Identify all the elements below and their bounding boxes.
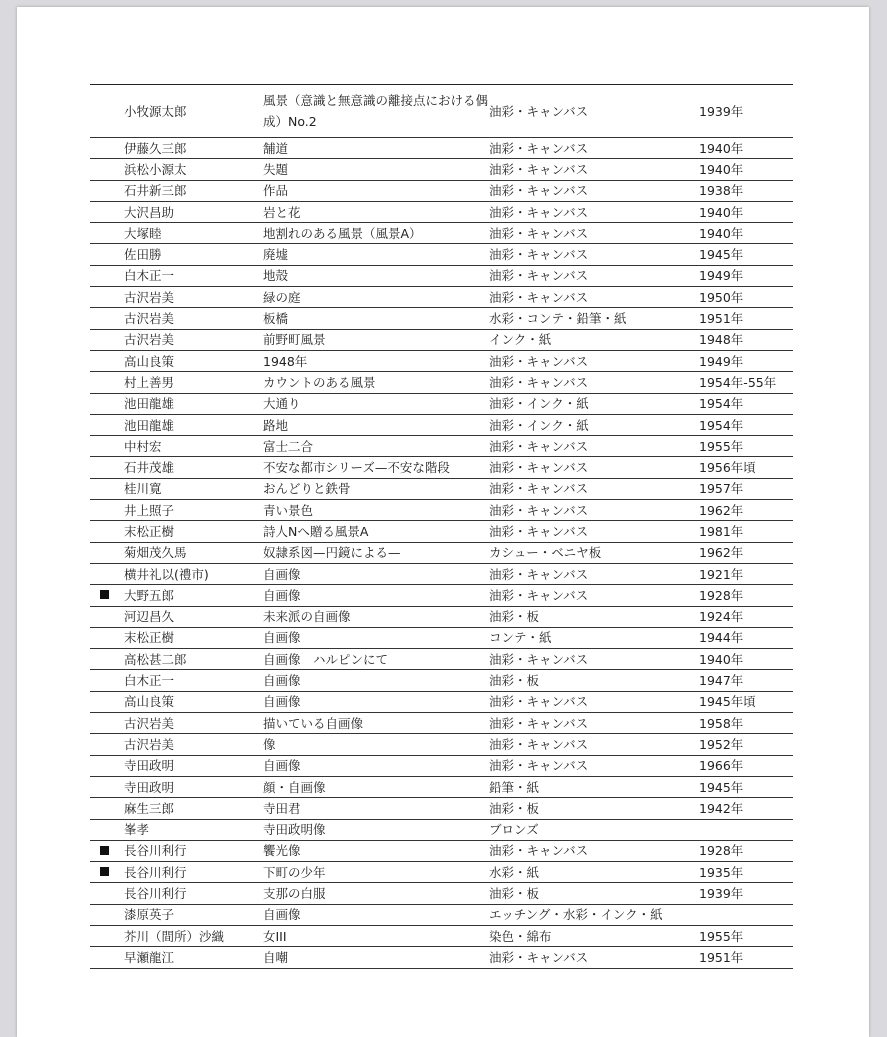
work-medium: 油彩・キャンバス: [489, 843, 589, 859]
artist-name: 池田龍雄: [124, 396, 175, 412]
artist-name: 寺田政明: [124, 779, 175, 795]
work-title: カウントのある風景: [263, 374, 376, 390]
table-row: [90, 85, 793, 138]
artist-name: 池田龍雄: [124, 417, 175, 433]
work-title: 緑の庭: [263, 289, 301, 305]
artist-name: 漆原英子: [124, 907, 175, 923]
table-row: [90, 159, 793, 180]
work-title: 不安な都市シリーズ—不安な階段: [263, 460, 450, 476]
table-row: [90, 500, 793, 521]
work-year: 1935年: [699, 864, 744, 880]
work-year: 1948年: [699, 332, 744, 348]
work-year: 1962年: [699, 545, 744, 561]
work-year: 1945年: [699, 247, 744, 263]
table-row: [90, 713, 793, 734]
artist-name: 村上善男: [124, 374, 175, 390]
artist-name: 石井新三郎: [124, 183, 187, 199]
work-year: 1954年-55年: [699, 374, 777, 390]
work-medium: 油彩・キャンバス: [489, 374, 589, 390]
artist-name: 末松正樹: [124, 630, 175, 646]
work-year: 1945年頃: [699, 694, 756, 710]
table-row: [90, 330, 793, 351]
artist-name: 桂川寛: [124, 481, 162, 497]
artist-name: 菊畑茂久馬: [124, 545, 187, 561]
artist-name: 河辺昌久: [124, 609, 175, 625]
work-medium: 油彩・キャンバス: [489, 353, 589, 369]
work-medium: 油彩・キャンバス: [489, 524, 589, 539]
work-title: 自画像 ハルピンにて: [263, 651, 389, 667]
artist-name: 峯孝: [124, 822, 150, 838]
table-row: [90, 394, 793, 415]
work-year: 1939年: [699, 103, 744, 119]
work-medium: 油彩・キャンバス: [489, 103, 589, 119]
work-medium: 油彩・キャンバス: [489, 247, 589, 263]
black-square-marker-icon: [100, 867, 109, 876]
work-title: 奴隷系図—円鏡による—: [263, 545, 401, 561]
work-medium: 油彩・キャンバス: [489, 694, 589, 710]
work-medium: エッチング・水彩・インク・紙: [489, 907, 663, 923]
artist-name: 長谷川利行: [124, 843, 187, 859]
work-year: [699, 905, 793, 925]
table-row: [90, 266, 793, 287]
artist-name: 芥川（間所）沙織: [124, 928, 225, 944]
work-medium: ブロンズ: [489, 822, 539, 838]
artist-name: 伊藤久三郎: [124, 140, 187, 156]
work-medium: カシュー・ベニヤ板: [489, 545, 602, 561]
work-title: 未来派の自画像: [263, 609, 351, 625]
artist-name: 古沢岩美: [124, 715, 175, 731]
table-row: [90, 181, 793, 202]
work-medium: 染色・綿布: [489, 928, 552, 944]
table-row: [90, 585, 793, 606]
work-title: 自画像: [263, 907, 301, 923]
work-medium: 油彩・キャンバス: [489, 736, 589, 752]
artist-name: 古沢岩美: [124, 332, 175, 348]
table-row: [90, 351, 793, 372]
work-year: 1954年: [699, 396, 744, 412]
work-medium: 油彩・インク・紙: [489, 396, 589, 412]
artist-name: 高松甚二郎: [124, 651, 187, 667]
work-title: 自画像: [263, 566, 301, 582]
work-medium: 油彩・キャンバス: [489, 949, 589, 965]
table-row: [90, 564, 793, 585]
work-year: 1950年: [699, 289, 744, 305]
table-row: [90, 457, 793, 478]
artist-name: 古沢岩美: [124, 736, 175, 752]
work-title: 自画像: [263, 587, 301, 603]
table-row: [90, 479, 793, 500]
work-year: 1951年: [699, 949, 744, 965]
table-row: [90, 543, 793, 564]
artist-name: 小牧源太郎: [124, 103, 187, 119]
artist-name: 古沢岩美: [124, 311, 175, 327]
work-title: 自画像: [263, 758, 301, 774]
work-year: 1942年: [699, 800, 744, 816]
table-row: [90, 756, 793, 777]
work-title: 寺田政明像: [263, 822, 326, 838]
table-row: [90, 862, 793, 883]
work-medium: 油彩・キャンバス: [489, 502, 589, 518]
work-medium: 油彩・キャンバス: [489, 566, 589, 582]
work-title: 顔・自画像: [263, 779, 326, 795]
work-medium: 油彩・キャンバス: [489, 651, 589, 667]
table-row: [90, 521, 793, 542]
artist-name: 早瀬龍江: [124, 949, 175, 965]
table-row: [90, 287, 793, 308]
work-medium: 鉛筆・紙: [489, 779, 540, 795]
work-title: 地殻: [263, 268, 289, 284]
work-title: 富士二合: [263, 438, 314, 454]
artist-name: 寺田政明: [124, 758, 175, 774]
artist-name: 佐田勝: [124, 247, 162, 263]
table-row: [90, 436, 793, 457]
table-row: [90, 649, 793, 670]
work-year: 1921年: [699, 566, 744, 582]
work-medium: 油彩・キャンバス: [489, 460, 589, 476]
work-year: 1940年: [699, 651, 744, 667]
table-row: [90, 820, 793, 841]
work-medium: 油彩・板: [489, 673, 540, 689]
work-year: 1924年: [699, 609, 744, 625]
work-title: 廃墟: [263, 247, 289, 263]
work-title: 地割れのある風景（風景A）: [263, 225, 422, 241]
work-title: おんどりと鉄骨: [263, 481, 351, 497]
work-medium: 油彩・キャンバス: [489, 438, 589, 454]
work-year: 1947年: [699, 673, 744, 689]
artist-name: 浜松小源太: [124, 161, 187, 177]
work-year: 1949年: [699, 353, 744, 369]
work-medium: 油彩・板: [489, 886, 540, 902]
work-medium: 油彩・キャンバス: [489, 183, 589, 199]
work-year: 1956年頃: [699, 460, 756, 476]
artist-name: 大野五郎: [124, 587, 175, 603]
artist-name: 大沢昌助: [124, 204, 175, 220]
work-medium: 油彩・キャンバス: [489, 481, 589, 497]
table-row: [90, 692, 793, 713]
work-medium: 油彩・板: [489, 800, 540, 816]
artist-name: 白木正一: [124, 268, 175, 284]
work-title: 板橋: [263, 311, 289, 327]
work-year: 1940年: [699, 161, 744, 177]
work-year: 1966年: [699, 758, 744, 774]
work-year: 1945年: [699, 779, 744, 795]
work-medium: 油彩・キャンバス: [489, 587, 589, 603]
work-title: 失題: [263, 161, 289, 177]
work-year: 1928年: [699, 843, 744, 859]
work-medium: 水彩・紙: [489, 864, 540, 880]
work-title: 自嘲: [263, 949, 289, 965]
work-title: 風景（意識と無意識の離接点における偶成）No.2: [263, 93, 489, 129]
table-row: [90, 415, 793, 436]
work-medium: 油彩・インク・紙: [489, 417, 589, 433]
table-row: [90, 883, 793, 904]
work-year: 1949年: [699, 268, 744, 284]
work-year: 1939年: [699, 886, 744, 902]
work-title: 描いている自画像: [263, 715, 364, 731]
work-year: 1962年: [699, 502, 744, 518]
work-title: 前野町風景: [263, 332, 326, 348]
artist-name: 中村宏: [124, 438, 162, 454]
table-row: [90, 202, 793, 223]
table-row: [90, 628, 793, 649]
table-row: [90, 926, 793, 947]
work-year: 1940年: [699, 204, 744, 220]
work-medium: 水彩・コンテ・鉛筆・紙: [489, 311, 627, 327]
work-year: [699, 820, 793, 840]
work-title: 支那の白服: [263, 886, 326, 902]
work-medium: 油彩・キャンバス: [489, 289, 589, 305]
work-medium: 油彩・キャンバス: [489, 225, 589, 241]
table-row: [90, 905, 793, 926]
table-row: [90, 244, 793, 265]
black-square-marker-icon: [100, 590, 109, 599]
work-title: 自画像: [263, 630, 301, 646]
work-year: 1952年: [699, 736, 744, 752]
work-title: 詩人Nへ贈る風景A: [263, 524, 369, 539]
artist-name: 古沢岩美: [124, 289, 175, 305]
work-year: 1944年: [699, 630, 744, 646]
table-row: [90, 777, 793, 798]
work-title: 寺田君: [263, 800, 301, 816]
work-medium: コンテ・紙: [489, 630, 552, 646]
table-row: [90, 607, 793, 628]
artist-name: 大塚睦: [124, 225, 162, 241]
artist-name: 井上照子: [124, 502, 175, 518]
table-row: [90, 670, 793, 691]
table-row: [90, 734, 793, 755]
work-title: 女III: [263, 928, 287, 944]
work-year: 1928年: [699, 587, 744, 603]
work-year: 1957年: [699, 481, 744, 497]
work-medium: 油彩・板: [489, 609, 540, 625]
work-year: 1955年: [699, 928, 744, 944]
artwork-list-table: [90, 84, 793, 969]
work-medium: インク・紙: [489, 332, 552, 348]
table-row: [90, 138, 793, 159]
table-row: [90, 947, 793, 968]
work-title: 路地: [263, 417, 289, 433]
work-medium: 油彩・キャンバス: [489, 140, 589, 156]
artist-name: 石井茂雄: [124, 460, 175, 476]
work-year: 1951年: [699, 311, 744, 327]
document-page: [17, 7, 869, 1037]
work-medium: 油彩・キャンバス: [489, 204, 589, 220]
work-title: 作品: [263, 183, 289, 199]
table-row: [90, 798, 793, 819]
work-year: 1940年: [699, 225, 744, 241]
table-row: [90, 308, 793, 329]
black-square-marker-icon: [100, 846, 109, 855]
work-title: 舗道: [263, 140, 289, 156]
work-title: 岩と花: [263, 204, 301, 220]
work-medium: 油彩・キャンバス: [489, 268, 589, 284]
work-medium: 油彩・キャンバス: [489, 715, 589, 731]
artist-name: 長谷川利行: [124, 864, 187, 880]
work-title: 像: [263, 736, 276, 752]
artist-name: 横井礼以(禮市): [124, 566, 209, 582]
work-title: 自画像: [263, 673, 301, 689]
work-title: 饗光像: [263, 843, 301, 859]
artist-name: 高山良策: [124, 694, 175, 710]
work-year: 1981年: [699, 524, 744, 539]
work-medium: 油彩・キャンバス: [489, 758, 589, 774]
artist-name: 長谷川利行: [124, 886, 187, 902]
work-year: 1938年: [699, 183, 744, 199]
work-title: 青い景色: [263, 502, 314, 518]
work-title: 1948年: [263, 353, 308, 369]
table-row: [90, 223, 793, 244]
work-year: 1955年: [699, 438, 744, 454]
work-title: 大通り: [263, 396, 301, 412]
artist-name: 末松正樹: [124, 524, 175, 539]
artist-name: 白木正一: [124, 673, 175, 689]
work-year: 1940年: [699, 140, 744, 156]
work-title: 下町の少年: [263, 864, 326, 880]
work-year: 1954年: [699, 417, 744, 433]
artist-name: 麻生三郎: [124, 800, 175, 816]
work-title: 自画像: [263, 694, 301, 710]
work-year: 1958年: [699, 715, 744, 731]
work-medium: 油彩・キャンバス: [489, 161, 589, 177]
artist-name: 高山良策: [124, 353, 175, 369]
table-row: [90, 372, 793, 393]
table-row: [90, 841, 793, 862]
